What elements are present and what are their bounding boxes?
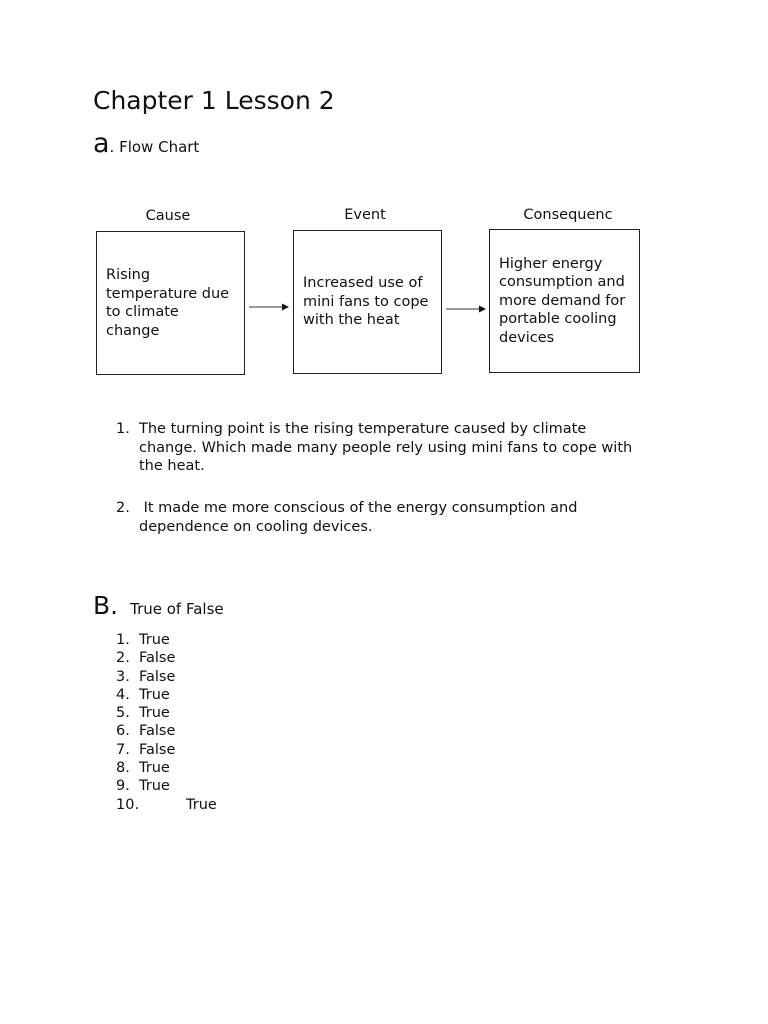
answer-number: 2. xyxy=(116,500,130,516)
list-item-answer: False xyxy=(139,741,176,758)
true-false-list xyxy=(116,631,217,814)
cause-label: Cause xyxy=(145,208,191,224)
section-a-letter: a xyxy=(93,128,110,159)
answer-list xyxy=(116,499,646,536)
list-item-answer: False xyxy=(139,668,176,685)
list-item-answer: True xyxy=(139,632,170,648)
list-item xyxy=(116,777,217,795)
list-item xyxy=(116,631,217,649)
list-item-answer: False xyxy=(139,650,176,667)
list-item-number: 1. xyxy=(116,632,130,648)
section-b-heading xyxy=(93,590,224,622)
answer-text: It made me more conscious of the energy consumption and dependence on cooling devices. xyxy=(139,500,583,535)
list-item-number: 3. xyxy=(116,668,130,685)
cause-box xyxy=(96,231,245,375)
arrow-right-icon xyxy=(445,303,489,315)
consequence-box-text: Higher energy consumption and more demand for portable cooling devices xyxy=(499,255,626,346)
event-box xyxy=(293,230,442,374)
list-item xyxy=(116,722,217,740)
list-item-number: 5. xyxy=(116,705,130,722)
list-item-answer: True xyxy=(139,760,170,777)
list-item-number: 9. xyxy=(116,778,130,795)
list-item-number: 2. xyxy=(116,650,130,667)
list-item xyxy=(116,686,217,704)
list-item-number: 10. xyxy=(116,796,140,813)
answer-list xyxy=(116,420,646,476)
section-a-title: . Flow Chart xyxy=(109,138,200,156)
answer-text: The turning point is the rising temperature caused by climate change. Which made many people rely using mini fans to cope with the heat. xyxy=(139,421,633,474)
list-item-number: 7. xyxy=(116,741,130,758)
list-item xyxy=(116,741,217,759)
section-b-letter: B. xyxy=(93,591,119,620)
list-item-answer: True xyxy=(139,705,170,722)
section-b-title: True of False xyxy=(130,600,224,618)
consequence-label: Consequenc xyxy=(523,207,613,223)
cause-box-text: Rising temperature due to climate change xyxy=(106,267,230,339)
list-item-number: 8. xyxy=(116,760,130,777)
section-a-heading xyxy=(93,128,199,160)
list-item xyxy=(116,649,217,667)
page-title: Chapter 1 Lesson 2 xyxy=(93,86,335,115)
answer-item xyxy=(116,499,646,536)
list-item xyxy=(116,759,217,777)
list-item xyxy=(116,704,217,722)
arrow-right-icon xyxy=(248,301,292,313)
list-item-answer: True xyxy=(139,778,170,795)
list-item-answer: True xyxy=(139,686,170,703)
answer-item xyxy=(116,420,646,476)
list-item-number: 6. xyxy=(116,723,130,740)
list-item xyxy=(116,796,217,814)
event-label: Event xyxy=(344,207,386,223)
list-item xyxy=(116,668,217,686)
event-box-text: Increased use of mini fans to cope with the heat xyxy=(303,275,429,329)
list-item-answer: True xyxy=(186,796,217,813)
list-item-number: 4. xyxy=(116,686,130,703)
consequence-box xyxy=(489,229,640,373)
answer-number: 1. xyxy=(116,421,130,437)
list-item-answer: False xyxy=(139,723,176,740)
